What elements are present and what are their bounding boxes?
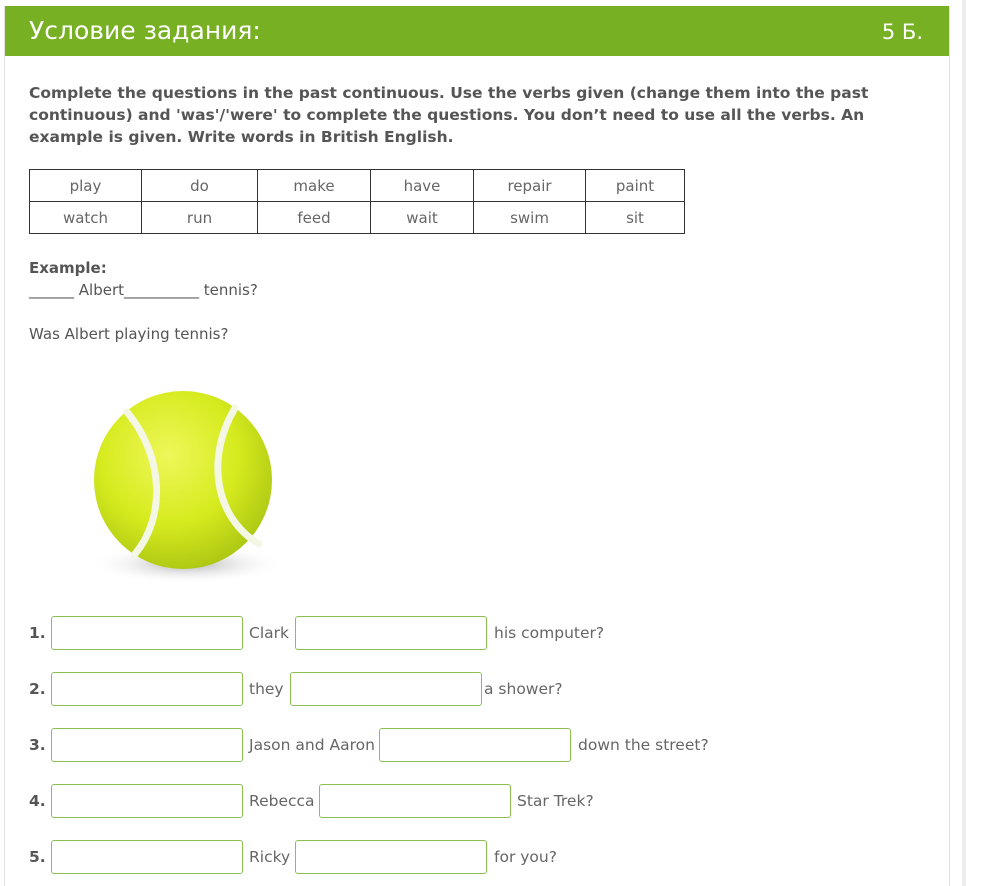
question-1-field-1[interactable] [51, 616, 243, 650]
question-2-field-1[interactable] [51, 672, 243, 706]
question-4-field-1[interactable] [51, 784, 243, 818]
tennis-ball-icon [65, 368, 327, 592]
question-ending: Star Trek? [517, 792, 594, 810]
question-5-field-1[interactable] [51, 840, 243, 874]
example-answer: Was Albert playing tennis? [29, 325, 229, 343]
question-3-field-1[interactable] [51, 728, 243, 762]
verb-cell: have [371, 170, 474, 202]
question-2-field-2[interactable] [290, 672, 482, 706]
verb-table-row [30, 170, 685, 202]
question-4-field-2[interactable] [319, 784, 511, 818]
question-subject: Jason and Aaron [249, 736, 375, 754]
question-ending: his computer? [494, 624, 605, 642]
question-number: 4. [29, 792, 46, 810]
verb-cell: watch [30, 202, 142, 234]
question-ending: for you? [494, 848, 557, 866]
verb-cell: make [258, 170, 371, 202]
question-number: 2. [29, 680, 46, 698]
verb-cell: sit [586, 202, 685, 234]
scrollbar-track[interactable] [962, 0, 966, 886]
task-card [4, 6, 950, 886]
question-row [5, 840, 949, 874]
verb-cell: swim [474, 202, 586, 234]
question-number: 5. [29, 848, 46, 866]
task-score: 5 Б. [881, 20, 923, 44]
question-ending: a shower? [484, 680, 563, 698]
question-subject: they [249, 680, 284, 698]
verb-cell: run [142, 202, 258, 234]
tennis-ball-image [65, 368, 327, 592]
question-5-field-2[interactable] [295, 840, 487, 874]
question-number: 1. [29, 624, 46, 642]
example-prompt: ______ Albert__________ tennis? [29, 281, 258, 299]
question-1-field-2[interactable] [295, 616, 487, 650]
question-number: 3. [29, 736, 46, 754]
verb-cell: repair [474, 170, 586, 202]
verb-cell: do [142, 170, 258, 202]
task-header [5, 6, 949, 56]
verb-table [29, 169, 685, 234]
question-subject: Ricky [249, 848, 291, 866]
verb-table-row [30, 202, 685, 234]
question-row [5, 728, 949, 762]
verb-cell: paint [586, 170, 685, 202]
verb-cell: feed [258, 202, 371, 234]
question-row [5, 672, 949, 706]
question-subject: Rebecca [249, 792, 315, 810]
example-label: Example: [29, 259, 107, 277]
verb-cell: play [30, 170, 142, 202]
question-subject: Clark [249, 624, 289, 642]
question-row [5, 616, 949, 650]
task-title: Условие задания: [29, 16, 261, 45]
verb-cell: wait [371, 202, 474, 234]
question-3-field-2[interactable] [379, 728, 571, 762]
question-ending: down the street? [578, 736, 709, 754]
task-instructions: Complete the questions in the past continuous. Use the verbs given (change them into the past continuous) and 'was'/'were' to complete the questions. You don’t need to use all the verbs. An example is given. Write words in British English. [29, 84, 869, 146]
question-row [5, 784, 949, 818]
